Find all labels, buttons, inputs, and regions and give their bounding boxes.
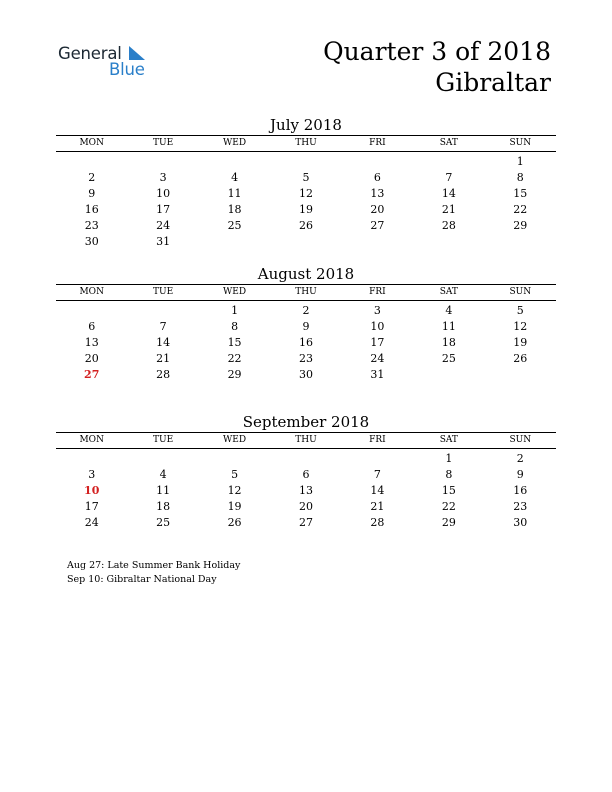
day-cell: 13 xyxy=(298,484,313,497)
holiday-notes xyxy=(67,559,240,587)
week-row xyxy=(56,234,556,250)
holiday-note: Aug 27: Late Summer Bank Holiday xyxy=(67,560,241,571)
week-row xyxy=(56,351,556,367)
day-cell: 6 xyxy=(302,468,310,481)
empty-day-cell xyxy=(342,451,413,467)
month-july xyxy=(56,115,556,250)
day-cell: 4 xyxy=(159,468,167,481)
day-cell: 6 xyxy=(373,171,381,184)
day-cell: 21 xyxy=(370,500,385,513)
day-cell: 10 xyxy=(370,320,385,333)
month-title: August 2018 xyxy=(257,265,355,283)
week-row xyxy=(56,319,556,335)
day-cell: 11 xyxy=(441,320,456,333)
day-cell: 3 xyxy=(159,171,167,184)
weekday-label: MON xyxy=(79,287,104,297)
weekday-label: SAT xyxy=(439,287,458,297)
day-cell: 17 xyxy=(84,500,99,513)
day-cell: 5 xyxy=(231,468,239,481)
day-cell: 5 xyxy=(302,171,310,184)
day-cell: 9 xyxy=(516,468,524,481)
week-row xyxy=(56,303,556,319)
empty-day-cell xyxy=(127,451,198,467)
weekday-label: SAT xyxy=(439,138,458,148)
day-cell: 31 xyxy=(370,368,385,381)
weekday-label: SUN xyxy=(509,435,532,445)
weekday-label: WED xyxy=(223,435,247,445)
day-cell: 12 xyxy=(513,320,528,333)
day-cell: 20 xyxy=(84,352,99,365)
day-cell: 1 xyxy=(231,304,239,317)
day-cell: 12 xyxy=(227,484,242,497)
week-row xyxy=(56,186,556,202)
empty-day-cell xyxy=(199,154,270,170)
week-row xyxy=(56,483,556,499)
day-cell: 29 xyxy=(513,219,528,232)
weekday-label: THU xyxy=(295,138,317,148)
week-row xyxy=(56,335,556,351)
day-cell: 7 xyxy=(373,468,381,481)
weekday-label: FRI xyxy=(369,435,386,445)
day-cell: 9 xyxy=(88,187,96,200)
day-cell: 19 xyxy=(227,500,242,513)
day-cell: 6 xyxy=(88,320,96,333)
holiday-day-cell: 27 xyxy=(84,368,100,381)
day-cell: 23 xyxy=(298,352,313,365)
brand-name-general: General xyxy=(58,44,122,63)
weekday-label: TUE xyxy=(153,138,174,148)
day-cell: 26 xyxy=(298,219,313,232)
day-cell: 19 xyxy=(298,203,313,216)
empty-day-cell xyxy=(485,367,556,383)
day-cell: 28 xyxy=(156,368,171,381)
empty-day-cell xyxy=(56,154,127,170)
weekday-label: MON xyxy=(79,435,104,445)
month-title: July 2018 xyxy=(270,116,342,134)
day-cell: 14 xyxy=(156,336,171,349)
empty-day-cell xyxy=(342,234,413,250)
brand-name-blue: Blue xyxy=(109,60,145,79)
month-body xyxy=(56,449,556,531)
day-cell: 18 xyxy=(156,500,171,513)
weekday-header xyxy=(56,284,556,301)
day-cell: 18 xyxy=(227,203,242,216)
weekday-label: SUN xyxy=(509,138,532,148)
day-cell: 22 xyxy=(513,203,528,216)
day-cell: 24 xyxy=(156,219,171,232)
day-cell: 9 xyxy=(302,320,310,333)
week-row xyxy=(56,202,556,218)
weekday-label: WED xyxy=(223,287,247,297)
month-body xyxy=(56,152,556,250)
day-cell: 4 xyxy=(445,304,453,317)
day-cell: 3 xyxy=(373,304,381,317)
weekday-label: TUE xyxy=(153,435,174,445)
day-cell: 13 xyxy=(84,336,99,349)
weekday-label: THU xyxy=(295,287,317,297)
day-cell: 29 xyxy=(227,368,242,381)
day-cell: 21 xyxy=(156,352,171,365)
brand-logo xyxy=(58,44,168,84)
day-cell: 16 xyxy=(298,336,313,349)
day-cell: 20 xyxy=(298,500,313,513)
day-cell: 8 xyxy=(231,320,239,333)
title-block xyxy=(323,36,551,98)
month-body xyxy=(56,301,556,383)
weekday-header xyxy=(56,432,556,449)
weekday-label: FRI xyxy=(369,138,386,148)
quarter-title: Quarter 3 of 2018 xyxy=(323,37,551,66)
day-cell: 26 xyxy=(513,352,528,365)
empty-day-cell xyxy=(270,451,341,467)
brand-triangle-icon xyxy=(129,46,145,60)
day-cell: 22 xyxy=(227,352,242,365)
day-cell: 20 xyxy=(370,203,385,216)
empty-day-cell xyxy=(199,234,270,250)
country-title: Gibraltar xyxy=(435,68,551,97)
holiday-note: Sep 10: Gibraltar National Day xyxy=(67,574,217,585)
day-cell: 16 xyxy=(513,484,528,497)
day-cell: 8 xyxy=(516,171,524,184)
day-cell: 15 xyxy=(441,484,456,497)
empty-day-cell xyxy=(270,234,341,250)
day-cell: 11 xyxy=(227,187,242,200)
holiday-day-cell: 10 xyxy=(84,484,100,497)
week-row xyxy=(56,367,556,383)
day-cell: 2 xyxy=(302,304,310,317)
weekday-label: TUE xyxy=(153,287,174,297)
day-cell: 3 xyxy=(88,468,96,481)
week-row xyxy=(56,515,556,531)
weekday-label: MON xyxy=(79,138,104,148)
week-row xyxy=(56,467,556,483)
weekday-label: THU xyxy=(295,435,317,445)
day-cell: 30 xyxy=(513,516,528,529)
weekday-label: FRI xyxy=(369,287,386,297)
day-cell: 27 xyxy=(370,219,385,232)
day-cell: 30 xyxy=(298,368,313,381)
day-cell: 11 xyxy=(156,484,171,497)
empty-day-cell xyxy=(270,154,341,170)
day-cell: 17 xyxy=(370,336,385,349)
day-cell: 1 xyxy=(516,155,524,168)
empty-day-cell xyxy=(127,303,198,319)
day-cell: 25 xyxy=(227,219,242,232)
day-cell: 25 xyxy=(441,352,456,365)
empty-day-cell xyxy=(342,154,413,170)
day-cell: 24 xyxy=(370,352,385,365)
week-row xyxy=(56,170,556,186)
day-cell: 2 xyxy=(516,452,524,465)
month-title: September 2018 xyxy=(242,413,370,431)
day-cell: 2 xyxy=(88,171,96,184)
day-cell: 15 xyxy=(513,187,528,200)
day-cell: 16 xyxy=(84,203,99,216)
empty-day-cell xyxy=(413,367,484,383)
day-cell: 1 xyxy=(445,452,453,465)
day-cell: 7 xyxy=(159,320,167,333)
day-cell: 15 xyxy=(227,336,242,349)
empty-day-cell xyxy=(485,234,556,250)
empty-day-cell xyxy=(413,154,484,170)
day-cell: 24 xyxy=(84,516,99,529)
week-row xyxy=(56,218,556,234)
empty-day-cell xyxy=(56,451,127,467)
day-cell: 25 xyxy=(156,516,171,529)
day-cell: 19 xyxy=(513,336,528,349)
day-cell: 18 xyxy=(441,336,456,349)
day-cell: 23 xyxy=(513,500,528,513)
day-cell: 28 xyxy=(441,219,456,232)
day-cell: 4 xyxy=(231,171,239,184)
day-cell: 5 xyxy=(516,304,524,317)
day-cell: 21 xyxy=(441,203,456,216)
day-cell: 8 xyxy=(445,468,453,481)
weekday-label: SAT xyxy=(439,435,458,445)
day-cell: 14 xyxy=(441,187,456,200)
empty-day-cell xyxy=(127,154,198,170)
day-cell: 14 xyxy=(370,484,385,497)
day-cell: 7 xyxy=(445,171,453,184)
weekday-label: WED xyxy=(223,138,247,148)
weekday-header xyxy=(56,135,556,152)
day-cell: 27 xyxy=(298,516,313,529)
day-cell: 17 xyxy=(156,203,171,216)
day-cell: 26 xyxy=(227,516,242,529)
month-september xyxy=(56,412,556,531)
day-cell: 29 xyxy=(441,516,456,529)
day-cell: 22 xyxy=(441,500,456,513)
week-row xyxy=(56,154,556,170)
day-cell: 28 xyxy=(370,516,385,529)
day-cell: 23 xyxy=(84,219,99,232)
day-cell: 10 xyxy=(156,187,171,200)
day-cell: 31 xyxy=(156,235,171,248)
empty-day-cell xyxy=(56,303,127,319)
weekday-label: SUN xyxy=(509,287,532,297)
day-cell: 12 xyxy=(298,187,313,200)
week-row xyxy=(56,451,556,467)
day-cell: 30 xyxy=(84,235,99,248)
week-row xyxy=(56,499,556,515)
day-cell: 13 xyxy=(370,187,385,200)
empty-day-cell xyxy=(199,451,270,467)
empty-day-cell xyxy=(413,234,484,250)
month-august xyxy=(56,264,556,383)
